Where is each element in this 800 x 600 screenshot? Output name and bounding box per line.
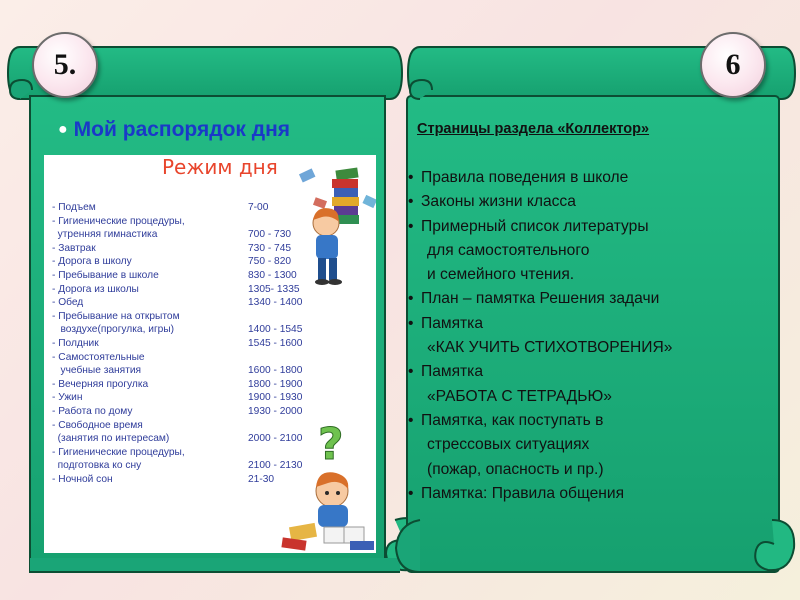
schedule-time: 1900 - 1930 bbox=[248, 392, 303, 404]
schedule-row bbox=[52, 391, 307, 405]
slide-number-badge-6 bbox=[700, 32, 766, 98]
schedule-time: 700 - 730 bbox=[248, 229, 292, 241]
schedule-activity: - Ужин bbox=[52, 392, 83, 404]
schedule-activity: - Полдник bbox=[52, 337, 99, 349]
schedule-activity: утренняя гимнастика bbox=[52, 229, 158, 241]
list-item-text: Законы жизни класса bbox=[421, 193, 576, 211]
list-item-text: и семейного чтения. bbox=[427, 266, 575, 284]
collector-pages-list bbox=[408, 166, 748, 506]
daily-schedule-card bbox=[44, 155, 376, 553]
schedule-time: 2000 - 2100 bbox=[248, 433, 303, 445]
bullet-icon: • bbox=[408, 411, 414, 429]
list-item bbox=[408, 409, 748, 433]
schedule-row bbox=[52, 378, 307, 392]
schedule-activity: - Пребывание на открытом bbox=[52, 310, 180, 322]
schedule-activity: - Дорога в школу bbox=[52, 256, 132, 268]
schedule-time: 1305- 1335 bbox=[248, 283, 300, 295]
schedule-activity: - Дорога из школы bbox=[52, 283, 139, 295]
schedule-activity: - Завтрак bbox=[52, 242, 96, 254]
list-item-continuation bbox=[408, 433, 748, 457]
bullet-icon: • bbox=[408, 217, 414, 235]
schedule-row bbox=[52, 405, 307, 419]
list-item-text: Памятка: Правила общения bbox=[421, 484, 625, 502]
schedule-activity: - Гигиенические процедуры, bbox=[52, 446, 185, 458]
boy-carrying-books-illustration bbox=[292, 165, 376, 290]
bullet-icon: ● bbox=[58, 121, 68, 138]
schedule-activity: - Работа по дому bbox=[52, 405, 133, 417]
schedule-row bbox=[52, 283, 307, 297]
schedule-activity: - Ночной сон bbox=[52, 473, 113, 485]
schedule-row bbox=[52, 351, 307, 365]
schedule-row bbox=[52, 446, 307, 460]
schedule-list bbox=[52, 201, 307, 486]
list-item bbox=[408, 482, 748, 506]
schedule-time: 7-00 bbox=[248, 202, 269, 213]
bullet-icon: • bbox=[408, 314, 414, 332]
list-item-continuation bbox=[408, 385, 748, 409]
schedule-time: 730 - 745 bbox=[248, 242, 292, 254]
schedule-activity: подготовка ко сну bbox=[52, 460, 142, 472]
list-item-text: «РАБОТА С ТЕТРАДЬЮ» bbox=[427, 387, 612, 405]
left-panel-title bbox=[58, 118, 290, 142]
list-item-continuation bbox=[408, 336, 748, 360]
schedule-activity: - Вечерняя прогулка bbox=[52, 378, 149, 390]
list-item bbox=[408, 312, 748, 336]
badge-number: 5. bbox=[53, 48, 77, 81]
schedule-row bbox=[52, 228, 307, 242]
list-item-text: стрессовых ситуациях bbox=[427, 436, 590, 454]
list-item-text: Памятка bbox=[421, 363, 484, 381]
schedule-row bbox=[52, 419, 307, 433]
svg-text:?: ? bbox=[318, 419, 344, 470]
schedule-time: 830 - 1300 bbox=[248, 269, 297, 281]
bullet-icon: • bbox=[408, 363, 414, 381]
list-item bbox=[408, 360, 748, 384]
list-item-continuation bbox=[408, 239, 748, 263]
schedule-activity: воздухе(прогулка, игры) bbox=[52, 324, 175, 336]
schedule-row bbox=[52, 364, 307, 378]
slide-number-badge-5 bbox=[32, 32, 98, 98]
schedule-time: 2100 - 2130 bbox=[248, 460, 303, 472]
schedule-row bbox=[52, 337, 307, 351]
schedule-row bbox=[52, 310, 307, 324]
list-item-text: Правила поведения в школе bbox=[421, 169, 629, 186]
schedule-time: 21-30 bbox=[248, 473, 275, 485]
schedule-activity: - Самостоятельные bbox=[52, 351, 145, 363]
list-item bbox=[408, 166, 748, 190]
list-item bbox=[408, 287, 748, 311]
schedule-row bbox=[52, 269, 307, 283]
schedule-row bbox=[52, 242, 307, 256]
schedule-activity: - Пребывание в школе bbox=[52, 269, 159, 281]
card-heading: Режим дня bbox=[162, 155, 278, 179]
schedule-time: 1800 - 1900 bbox=[248, 378, 303, 390]
list-item-continuation bbox=[408, 458, 748, 482]
bullet-icon: • bbox=[408, 193, 414, 211]
schedule-activity: - Подъем bbox=[52, 202, 96, 213]
schedule-row bbox=[52, 473, 307, 487]
schedule-row bbox=[52, 296, 307, 310]
list-item-text: (пожар, опасность и пр.) bbox=[427, 460, 604, 478]
schedule-activity: (занятия по интересам) bbox=[52, 433, 170, 445]
schedule-activity: - Свободное время bbox=[52, 419, 143, 431]
badge-number: 6 bbox=[725, 48, 741, 81]
schedule-row bbox=[52, 201, 307, 215]
boy-reading-illustration bbox=[280, 413, 376, 553]
list-item bbox=[408, 215, 748, 239]
schedule-row bbox=[52, 459, 307, 473]
list-item-continuation bbox=[408, 263, 748, 287]
list-item-text: План – памятка Решения задачи bbox=[421, 290, 660, 308]
list-item-text: «КАК УЧИТЬ СТИХОТВОРЕНИЯ» bbox=[427, 339, 673, 357]
list-item-text: для самостоятельного bbox=[427, 241, 590, 259]
schedule-time: 1545 - 1600 bbox=[248, 337, 303, 349]
schedule-activity: - Обед bbox=[52, 297, 84, 309]
schedule-time: 750 - 820 bbox=[248, 256, 292, 268]
schedule-row bbox=[52, 215, 307, 229]
schedule-time: 1600 - 1800 bbox=[248, 365, 303, 377]
bullet-icon: • bbox=[408, 484, 414, 502]
schedule-row bbox=[52, 323, 307, 337]
list-item-text: Примерный список литературы bbox=[421, 217, 649, 235]
right-panel-title: Страницы раздела «Коллектор» bbox=[417, 121, 650, 137]
list-item bbox=[408, 190, 748, 214]
schedule-activity: учебные занятия bbox=[52, 365, 142, 377]
bullet-icon: • bbox=[408, 290, 414, 308]
left-title-text: Мой распорядок дня bbox=[73, 118, 291, 141]
list-item-text: Памятка, как поступать в bbox=[421, 411, 604, 429]
schedule-row bbox=[52, 255, 307, 269]
list-item-text: Памятка bbox=[421, 314, 484, 332]
schedule-row bbox=[52, 432, 307, 446]
schedule-time: 1340 - 1400 bbox=[248, 297, 303, 309]
schedule-time: 1400 - 1545 bbox=[248, 324, 303, 336]
schedule-activity: - Гигиенические процедуры, bbox=[52, 215, 185, 227]
bullet-icon: • bbox=[408, 169, 414, 186]
schedule-time: 1930 - 2000 bbox=[248, 405, 303, 417]
